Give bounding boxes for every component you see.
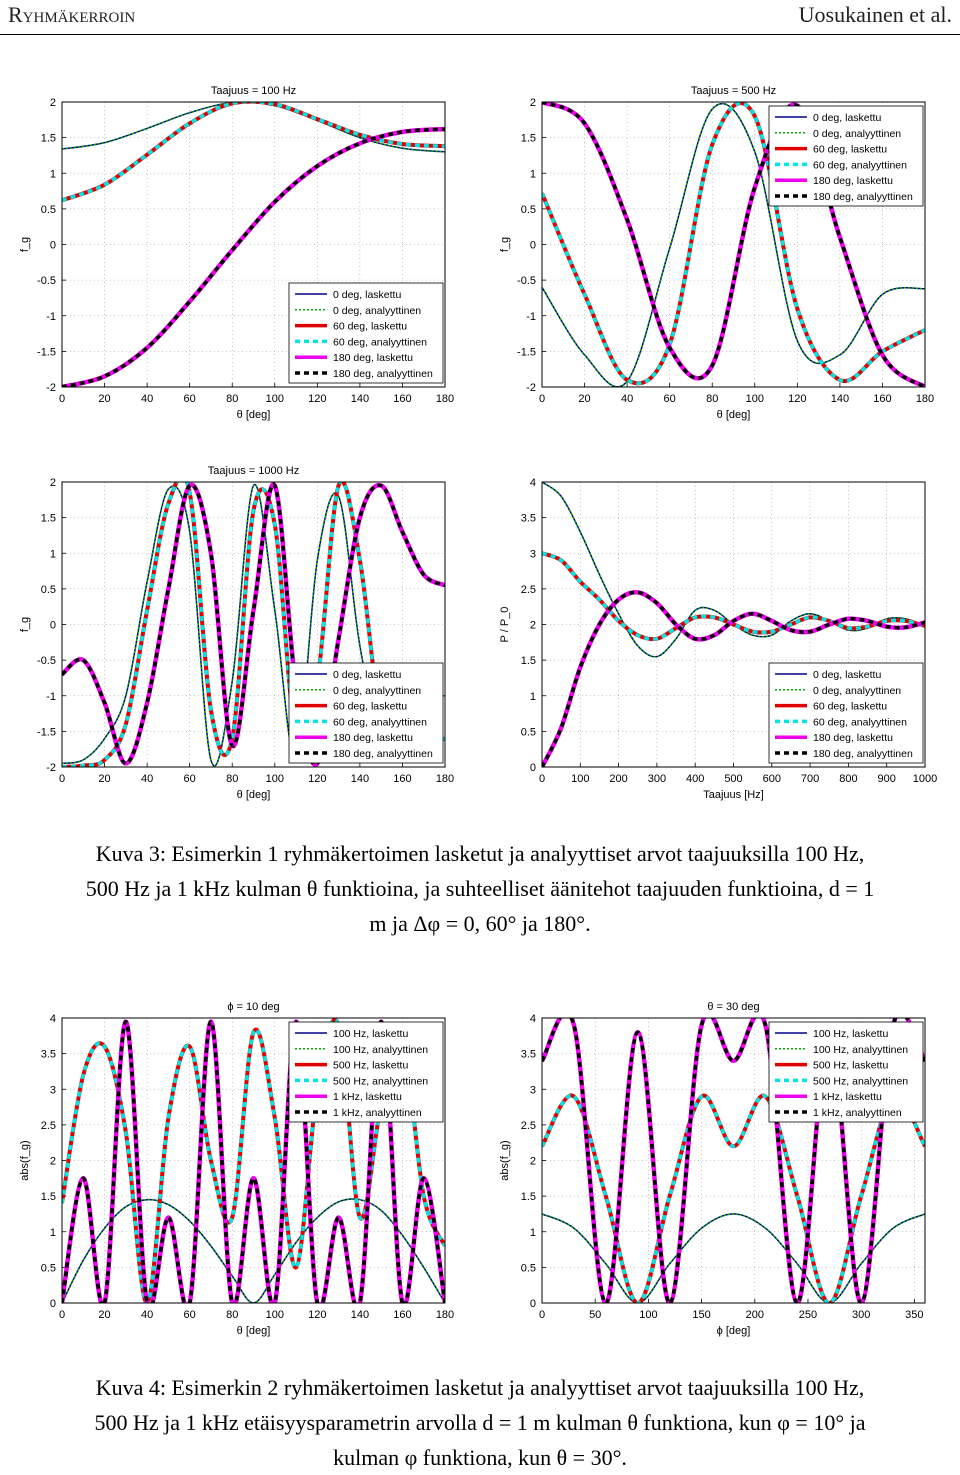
- y-tick-label: 3: [529, 548, 536, 561]
- x-tick-label: 20: [98, 773, 111, 785]
- y-axis-label: abs(f_g): [499, 1140, 511, 1181]
- legend-label: 100 Hz, laskettu: [813, 1028, 889, 1040]
- x-tick-label: 400: [686, 773, 705, 785]
- y-tick-label: 0: [49, 619, 56, 632]
- y-tick-label: 3: [49, 1084, 56, 1097]
- y-tick-label: 3.5: [520, 1048, 536, 1061]
- chart-title: ϕ = 10 deg: [227, 1001, 280, 1013]
- chart-fg-100hz: [0, 74, 470, 424]
- y-tick-label: 3.5: [520, 512, 536, 525]
- y-tick-label: -2: [526, 382, 536, 394]
- x-tick-label: 140: [830, 393, 850, 405]
- y-tick-label: 0: [49, 239, 56, 252]
- y-tick-label: 1.5: [520, 1191, 536, 1204]
- x-tick-label: 160: [393, 393, 412, 405]
- x-axis-label: θ [deg]: [716, 409, 751, 421]
- legend-label: 60 deg, laskettu: [333, 700, 408, 713]
- y-tick-label: 1: [529, 168, 536, 181]
- x-tick-label: 20: [98, 1309, 111, 1321]
- x-tick-label: 120: [308, 393, 327, 405]
- x-tick-label: 140: [350, 393, 370, 405]
- y-tick-label: 1.5: [520, 132, 536, 145]
- x-tick-label: 60: [183, 1309, 196, 1321]
- x-tick-label: 900: [877, 773, 896, 785]
- legend-label: 1 kHz, analyyttinen: [333, 1107, 422, 1119]
- x-tick-label: 80: [226, 1309, 239, 1321]
- x-tick-label: 120: [788, 393, 807, 405]
- chart-power-ratio: [480, 454, 950, 804]
- x-axis-label: θ [deg]: [236, 1325, 271, 1337]
- x-tick-label: 180: [435, 1309, 455, 1321]
- x-tick-label: 600: [762, 773, 781, 785]
- y-tick-label: -0.5: [517, 275, 536, 288]
- x-tick-label: 0: [58, 1309, 66, 1321]
- y-axis-label: f_g: [499, 236, 511, 253]
- legend-label: 180 deg, laskettu: [813, 175, 893, 188]
- x-tick-label: 100: [639, 1309, 658, 1321]
- figure3-caption-line1: Kuva 3: Esimerkin 1 ryhmäkertoimen lasketut ja analyyttiset arvot taajuuksilla 100 Hz,: [95, 841, 865, 866]
- y-tick-label: 1.5: [520, 655, 536, 668]
- legend-label: 0 deg, laskettu: [333, 669, 402, 681]
- y-tick-label: -1.5: [37, 346, 56, 359]
- y-tick-label: 1: [49, 1226, 56, 1239]
- y-tick-label: -2: [46, 762, 56, 774]
- legend-label: 100 Hz, analyyttinen: [813, 1043, 909, 1056]
- y-tick-label: -0.5: [37, 655, 56, 668]
- legend-label: 60 deg, analyyttinen: [333, 716, 427, 729]
- legend-label: 0 deg, analyyttinen: [813, 127, 902, 140]
- legend-label: 180 deg, laskettu: [813, 732, 893, 745]
- legend-label: 180 deg, laskettu: [333, 732, 413, 745]
- x-tick-label: 200: [745, 1309, 764, 1321]
- y-tick-label: 2: [49, 477, 56, 489]
- x-tick-label: 180: [435, 773, 455, 785]
- y-tick-label: -1: [46, 310, 56, 323]
- x-tick-label: 160: [873, 393, 892, 405]
- x-tick-label: 60: [183, 393, 196, 405]
- y-tick-label: 3: [529, 1084, 536, 1097]
- page-header: [0, 0, 960, 35]
- header-authors: Uosukainen et al.: [798, 2, 952, 27]
- x-tick-label: 300: [647, 773, 667, 785]
- chart-title: Taajuus = 500 Hz: [690, 85, 777, 97]
- legend-label: 100 Hz, laskettu: [333, 1028, 409, 1040]
- legend-label: 0 deg, laskettu: [333, 289, 402, 301]
- y-tick-label: 2.5: [520, 583, 536, 596]
- x-tick-label: 50: [589, 1309, 602, 1321]
- figure4-caption-line2: 500 Hz ja 1 kHz etäisyysparametrin arvolla d = 1 m kulman θ funktiona, kun φ = 10° ja: [94, 1410, 866, 1435]
- y-tick-label: 3.5: [40, 1048, 56, 1061]
- x-tick-label: 0: [538, 393, 546, 405]
- legend-label: 0 deg, analyyttinen: [813, 684, 902, 697]
- figure4-caption-line1: Kuva 4: Esimerkin 2 ryhmäkertoimen lasketut ja analyyttiset arvot taajuuksilla 100 Hz,: [95, 1375, 865, 1400]
- x-tick-label: 80: [226, 393, 239, 405]
- y-tick-label: 0.5: [520, 203, 536, 216]
- x-tick-label: 180: [915, 393, 935, 405]
- legend-label: 100 Hz, analyyttinen: [333, 1043, 429, 1056]
- x-axis-label: Taajuus [Hz]: [703, 789, 764, 801]
- x-axis-label: θ [deg]: [236, 789, 271, 801]
- legend-label: 1 kHz, laskettu: [333, 1091, 402, 1104]
- legend-label: 500 Hz, analyyttinen: [813, 1075, 909, 1088]
- y-tick-label: 2: [529, 1155, 536, 1168]
- legend-label: 180 deg, analyyttinen: [333, 748, 433, 760]
- y-tick-label: 1: [529, 690, 536, 703]
- y-axis-label: f_g: [19, 236, 31, 253]
- x-tick-label: 60: [183, 773, 196, 785]
- figure3-caption: [0, 836, 960, 941]
- y-tick-label: -1: [46, 690, 56, 703]
- x-tick-label: 0: [538, 1309, 546, 1321]
- x-axis-label: ϕ [deg]: [716, 1325, 751, 1337]
- y-tick-label: 2.5: [40, 1119, 56, 1132]
- y-tick-label: 0.5: [40, 583, 56, 596]
- y-tick-label: -0.5: [37, 275, 56, 288]
- y-tick-label: 0: [529, 1298, 536, 1310]
- y-axis-label: f_g: [19, 616, 31, 633]
- legend-label: 1 kHz, analyyttinen: [813, 1107, 902, 1119]
- legend-label: 0 deg, analyyttinen: [333, 684, 422, 697]
- x-tick-label: 500: [724, 773, 743, 785]
- x-tick-label: 40: [620, 393, 634, 405]
- y-tick-label: 2: [49, 1155, 56, 1168]
- x-tick-label: 40: [140, 773, 154, 785]
- x-tick-label: 120: [308, 1309, 327, 1321]
- x-tick-label: 140: [350, 1309, 370, 1321]
- x-tick-label: 80: [706, 393, 719, 405]
- x-tick-label: 200: [609, 773, 628, 785]
- y-tick-label: 4: [529, 477, 536, 489]
- x-tick-label: 800: [839, 773, 858, 785]
- y-tick-label: -1.5: [517, 346, 536, 359]
- y-tick-label: 0: [49, 1298, 56, 1310]
- figure3-caption-line3: m ja Δφ = 0, 60° ja 180°.: [369, 911, 591, 936]
- y-tick-label: 4: [529, 1013, 536, 1025]
- legend-label: 60 deg, laskettu: [813, 700, 888, 713]
- legend-label: 0 deg, laskettu: [813, 669, 882, 681]
- legend-label: 180 deg, analyyttinen: [813, 748, 913, 760]
- legend-label: 60 deg, analyyttinen: [813, 716, 907, 729]
- y-axis-label: P / P_0: [499, 606, 511, 643]
- x-tick-label: 80: [226, 773, 239, 785]
- x-tick-label: 160: [393, 1309, 412, 1321]
- y-tick-label: 0.5: [40, 203, 56, 216]
- x-tick-label: 100: [571, 773, 590, 785]
- y-tick-label: 1.5: [40, 132, 56, 145]
- figure4-caption: [0, 1370, 960, 1475]
- legend-label: 500 Hz, analyyttinen: [333, 1075, 429, 1088]
- legend-label: 60 deg, analyyttinen: [333, 336, 427, 349]
- x-tick-label: 250: [798, 1309, 818, 1321]
- x-tick-label: 100: [265, 1309, 284, 1321]
- x-tick-label: 700: [800, 773, 820, 785]
- y-tick-label: 0.5: [520, 1262, 536, 1275]
- y-tick-label: -1.5: [37, 726, 56, 739]
- legend-label: 60 deg, analyyttinen: [813, 159, 907, 172]
- x-tick-label: 100: [745, 393, 764, 405]
- x-tick-label: 20: [98, 393, 111, 405]
- y-tick-label: 2: [529, 97, 536, 109]
- y-tick-label: 1: [49, 168, 56, 181]
- figure4-caption-line3: kulman φ funktiona, kun θ = 30°.: [333, 1445, 627, 1470]
- chart-abs-theta30: [480, 990, 950, 1340]
- legend-label: 0 deg, analyyttinen: [333, 304, 422, 317]
- y-tick-label: 2: [529, 619, 536, 632]
- x-tick-label: 160: [393, 773, 412, 785]
- y-tick-label: -2: [46, 382, 56, 394]
- y-tick-label: 2: [49, 97, 56, 109]
- x-tick-label: 20: [578, 393, 591, 405]
- x-tick-label: 180: [435, 393, 455, 405]
- legend-label: 0 deg, laskettu: [813, 112, 882, 124]
- legend-label: 60 deg, laskettu: [333, 320, 408, 333]
- x-tick-label: 150: [692, 1309, 711, 1321]
- x-tick-label: 100: [265, 393, 284, 405]
- chart-fg-1000hz: [0, 454, 470, 804]
- legend-label: 60 deg, laskettu: [813, 143, 888, 156]
- x-tick-label: 0: [58, 393, 66, 405]
- chart-title: Taajuus = 1000 Hz: [207, 465, 300, 477]
- x-tick-label: 1000: [912, 773, 938, 785]
- x-tick-label: 140: [350, 773, 370, 785]
- y-tick-label: -1: [526, 310, 536, 323]
- legend-label: 1 kHz, laskettu: [813, 1091, 882, 1104]
- x-tick-label: 0: [538, 773, 546, 785]
- x-tick-label: 40: [140, 1309, 154, 1321]
- y-tick-label: 1: [49, 548, 56, 561]
- x-tick-label: 300: [851, 1309, 871, 1321]
- x-tick-label: 350: [905, 1309, 924, 1321]
- x-tick-label: 60: [663, 393, 676, 405]
- y-tick-label: 0: [529, 239, 536, 252]
- x-tick-label: 120: [308, 773, 327, 785]
- x-tick-label: 40: [140, 393, 154, 405]
- legend-label: 500 Hz, laskettu: [333, 1059, 409, 1072]
- y-tick-label: 1.5: [40, 512, 56, 525]
- chart-title: Taajuus = 100 Hz: [210, 85, 297, 97]
- legend-label: 180 deg, analyyttinen: [813, 191, 913, 203]
- chart-title: θ = 30 deg: [707, 1001, 760, 1013]
- y-tick-label: 0.5: [520, 726, 536, 739]
- chart-fg-500hz: [480, 74, 950, 424]
- x-axis-label: θ [deg]: [236, 409, 271, 421]
- y-tick-label: 0: [529, 762, 536, 774]
- x-tick-label: 0: [58, 773, 66, 785]
- x-tick-label: 100: [265, 773, 284, 785]
- y-axis-label: abs(f_g): [19, 1140, 31, 1181]
- legend-label: 180 deg, laskettu: [333, 352, 413, 365]
- figure3-caption-line2: 500 Hz ja 1 kHz kulman θ funktioina, ja suhteelliset äänitehot taajuuden funktioina, d = 1: [85, 876, 875, 901]
- legend-label: 180 deg, analyyttinen: [333, 368, 433, 380]
- header-title: Ryhmäkerroin: [8, 2, 136, 27]
- y-tick-label: 4: [49, 1013, 56, 1025]
- chart-abs-phi10: [0, 990, 470, 1340]
- y-tick-label: 1.5: [40, 1191, 56, 1204]
- legend-label: 500 Hz, laskettu: [813, 1059, 889, 1072]
- y-tick-label: 2.5: [520, 1119, 536, 1132]
- y-tick-label: 0.5: [40, 1262, 56, 1275]
- y-tick-label: 1: [529, 1226, 536, 1239]
